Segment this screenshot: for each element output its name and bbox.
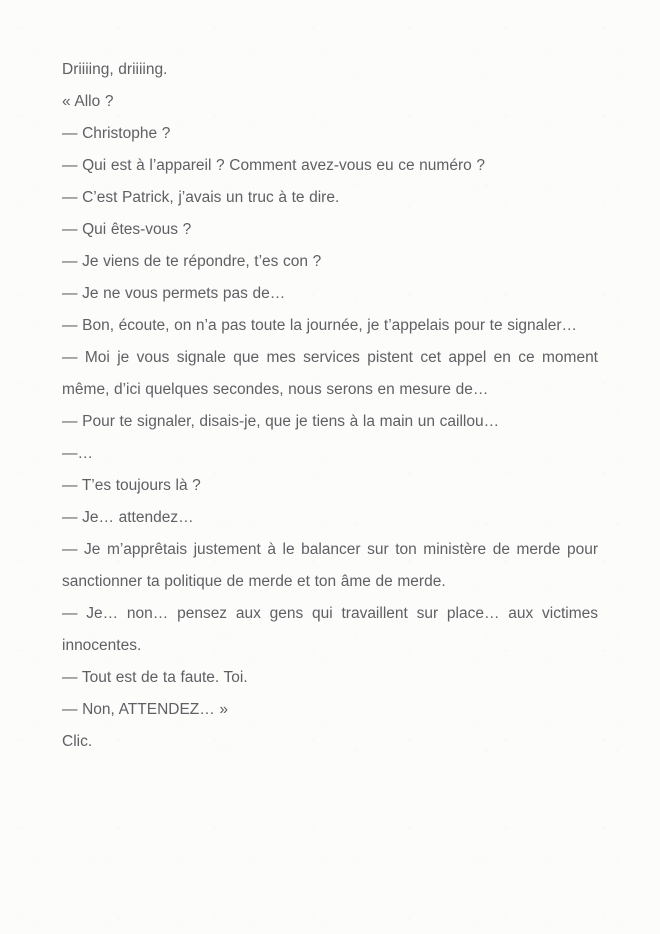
dialogue-line: — Bon, écoute, on n’a pas toute la journée, je t’appelais pour te signaler… [62, 317, 577, 334]
dialogue-line: — Christophe ? [62, 125, 171, 142]
dialogue-line: —… [62, 445, 93, 462]
dialogue-line: — Je… attendez… [62, 509, 194, 526]
dialogue-line: — T’es toujours là ? [62, 477, 201, 494]
dialogue-line: « Allo ? [62, 93, 114, 110]
dialogue-line: — Tout est de ta faute. Toi. [62, 669, 248, 686]
dialogue-line: — Je ne vous permets pas de… [62, 285, 286, 302]
dialogue-line: — Qui est à l’appareil ? Comment avez-vous eu ce numéro ? [62, 157, 485, 174]
dialogue-line: Driiiing, driiiing. [62, 61, 168, 78]
dialogue-line: — Non, ATTENDEZ… » [62, 701, 229, 718]
dialogue-line: — Je… non… pensez aux gens qui travaillent sur place… aux victimes innocentes. [62, 605, 598, 654]
dialogue-line: Clic. [62, 733, 93, 750]
dialogue-line: — Je m’apprêtais justement à le balancer sur ton ministère de merde pour sanctionner ta politique de merde et ton âme de merde. [62, 541, 598, 590]
dialogue-line: — Je viens de te répondre, t’es con ? [62, 253, 322, 270]
dialogue-line: — Pour te signaler, disais-je, que je tiens à la main un caillou… [62, 413, 500, 430]
dialogue-line: — C’est Patrick, j’avais un truc à te dire. [62, 189, 340, 206]
dialogue-line: — Moi je vous signale que mes services pistent cet appel en ce moment même, d’ici quelques secondes, nous serons en mesure de… [62, 349, 598, 398]
dialogue-line: — Qui êtes-vous ? [62, 221, 192, 238]
dialogue-text [62, 54, 598, 758]
